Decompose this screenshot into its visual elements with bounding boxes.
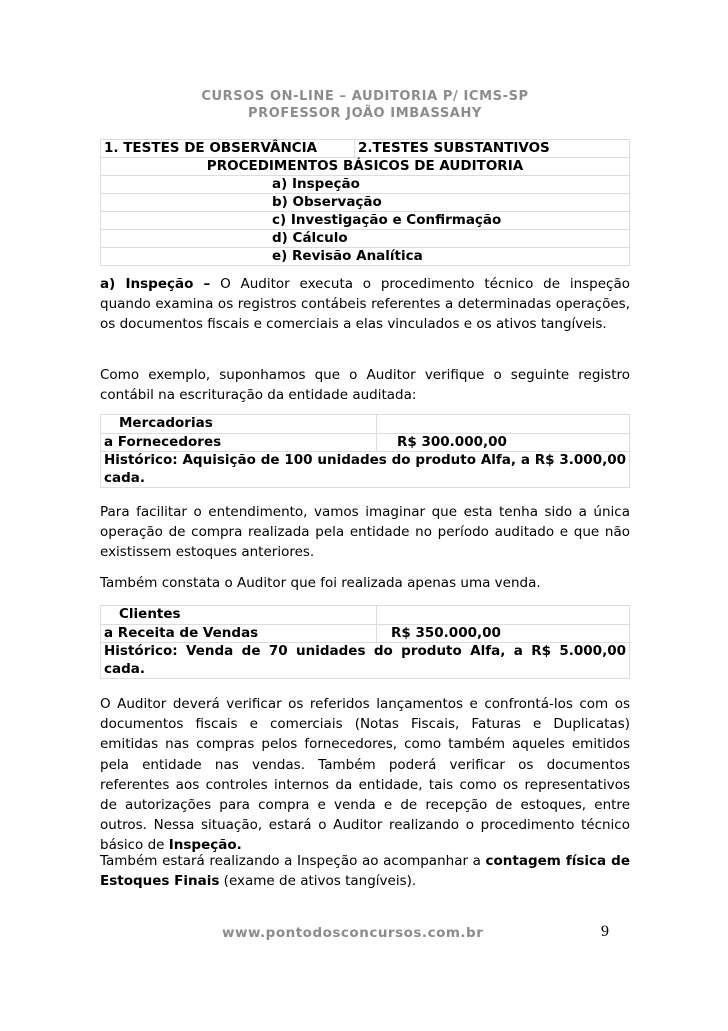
single-sale-paragraph: Também constata o Auditor que foi realizada apenas uma venda.	[100, 575, 541, 591]
entry-credit-row	[101, 433, 630, 452]
entry-debit-row	[101, 606, 630, 625]
procedure-row	[101, 194, 630, 212]
entry-amount: R$ 300.000,00	[377, 433, 630, 452]
assumption-paragraph: Para facilitar o entendimento, vamos imaginar que esta tenha sido a única operação de compra realizada pela entidade no período auditado e que não existissem estoques anteriores.	[100, 504, 630, 561]
procedure-row	[101, 230, 630, 248]
entry-credit-row	[101, 624, 630, 643]
sale-entry-table	[100, 605, 630, 679]
procedures-title: PROCEDIMENTOS BÁSICOS DE AUDITORIA	[101, 158, 630, 176]
page-number: 9	[601, 923, 609, 940]
verification-bold: Inspeção.	[168, 837, 242, 854]
procedure-item: d) Cálculo	[101, 230, 630, 248]
entry-history-row	[101, 643, 630, 679]
observance-tests-cell: 1. TESTES DE OBSERVÂNCIA	[101, 140, 355, 158]
procedure-item: e) Revisão Analítica	[101, 248, 630, 266]
inventory-bold: contagem física de Estoques Finais	[100, 853, 630, 890]
footer-website: www.pontodosconcursos.com.br	[222, 925, 484, 941]
substantive-tests-cell: 2.TESTES SUBSTANTIVOS	[355, 140, 630, 158]
tests-header-row	[101, 140, 630, 158]
debit-account: Mercadorias	[101, 415, 377, 434]
procedure-item: c) Investigação e Confirmação	[101, 212, 630, 230]
entry-debit-row	[101, 415, 630, 434]
verification-paragraph	[100, 694, 630, 856]
procedures-title-row	[101, 158, 630, 176]
entry-history-row	[101, 452, 630, 488]
inventory-tail: (exame de ativos tangíveis).	[219, 873, 417, 890]
procedure-row	[101, 248, 630, 266]
audit-tests-table	[100, 139, 630, 266]
debit-account: Clientes	[101, 606, 377, 625]
procedure-item: a) Inspeção	[101, 176, 630, 194]
purchase-entry-table	[100, 414, 630, 488]
procedure-item: b) Observação	[101, 194, 630, 212]
entry-history: Histórico: Aquisição de 100 unidades do produto Alfa, a R$ 3.000,00 cada.	[101, 452, 630, 488]
credit-account: a Receita de Vendas	[101, 624, 377, 643]
inspection-lead: a) Inspeção –	[100, 276, 211, 292]
entry-amount: R$ 350.000,00	[377, 624, 630, 643]
procedure-row	[101, 176, 630, 194]
inspection-definition-paragraph	[100, 274, 630, 335]
verification-text: O Auditor deverá verificar os referidos lançamentos e confrontá-los com os documentos fiscais e comerciais (Notas Fiscais, Faturas e Duplicatas) emitidas nas compras pelos fornecedores, como também aqueles emitidos pela entidade nas vendas. Também poderá verificar os documentos referentes aos controles internos da entidade, tais como os representativos de autorizações para compra e venda e de recepção de estoques, entre outros. Nessa situação, estará o Auditor realizando o procedimento técnico básico de	[100, 696, 630, 854]
credit-account: a Fornecedores	[101, 433, 377, 452]
inspection-text: O Auditor executa o procedimento técnico de inspeção quando examina os registros contábeis referentes a determinadas operações, os documentos fiscais e comerciais a elas vinculados e os ativos tangíveis.	[100, 276, 630, 333]
entry-history: Histórico: Venda de 70 unidades do produto Alfa, a R$ 5.000,00 cada.	[101, 643, 630, 679]
procedure-row	[101, 212, 630, 230]
example-intro-paragraph: Como exemplo, suponhamos que o Auditor verifique o seguinte registro contábil na escrituração da entidade auditada:	[100, 367, 630, 404]
inventory-text: Também estará realizando a Inspeção ao acompanhar a	[100, 853, 486, 869]
header-professor: PROFESSOR JOÃO IMBASSAHY	[248, 106, 482, 121]
inventory-count-paragraph	[100, 851, 630, 891]
empty-cell	[377, 606, 630, 625]
header-course-title: CURSOS ON-LINE – AUDITORIA P/ ICMS-SP	[201, 89, 529, 104]
empty-cell	[377, 415, 630, 434]
page-header	[100, 88, 630, 122]
